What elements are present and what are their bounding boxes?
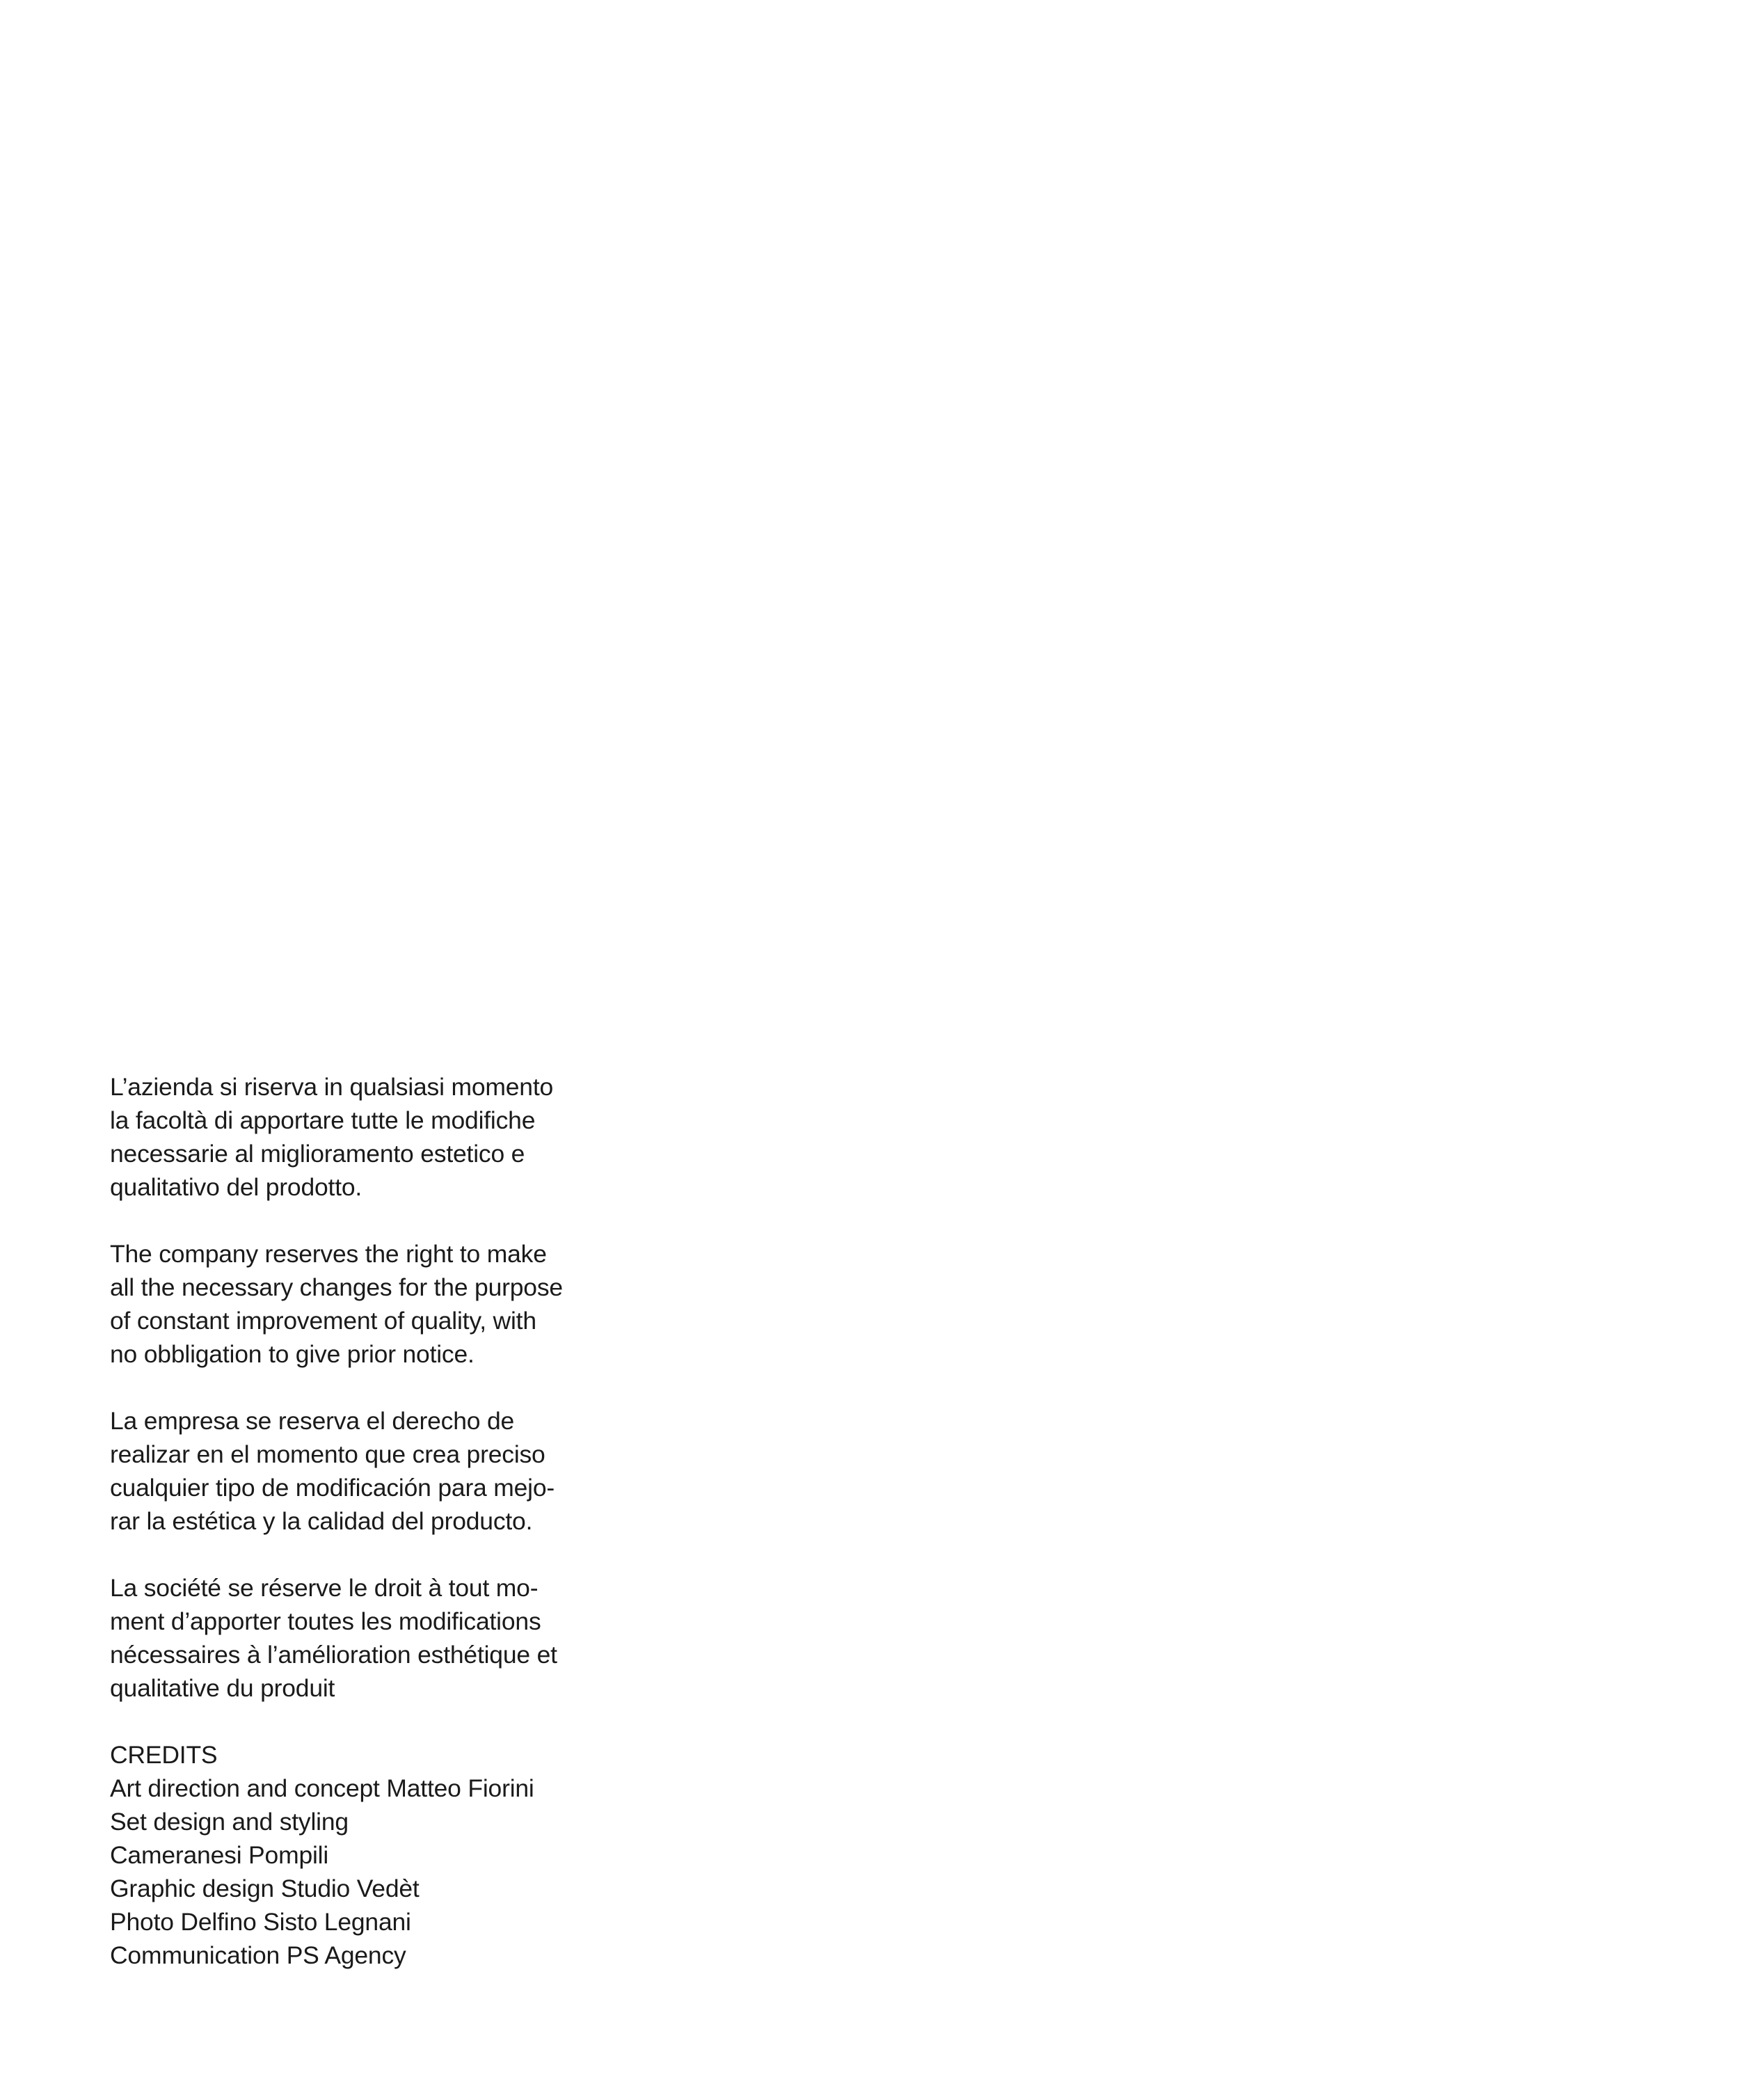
disclaimer-french (110, 1571, 597, 1705)
credit-line: Set design and styling (110, 1808, 349, 1836)
text-line: La société se réserve le droit à tout mo- (110, 1574, 539, 1602)
text-line: La empresa se reserva el derecho de (110, 1407, 515, 1435)
text-line: The company reserves the right to make (110, 1240, 547, 1268)
credit-line: Graphic design Studio Vedèt (110, 1875, 420, 1902)
text-line: no obbligation to give prior notice. (110, 1340, 475, 1368)
text-line: cualquier tipo de modificación para mejo- (110, 1474, 555, 1502)
text-line: necessarie al miglioramento estetico e (110, 1140, 525, 1168)
credits-section (110, 1738, 597, 1972)
text-line: la facoltà di apportare tutte le modifiche (110, 1106, 536, 1134)
text-line: L’azienda si riserva in qualsiasi momento (110, 1073, 554, 1101)
credits-heading: CREDITS (110, 1741, 218, 1769)
text-line: nécessaires à l’amélioration esthétique et (110, 1641, 557, 1669)
credit-line: Art direction and concept Matteo Fiorini (110, 1774, 534, 1802)
disclaimer-italian (110, 1070, 597, 1204)
disclaimer-english (110, 1237, 597, 1371)
disclaimer-spanish (110, 1404, 597, 1538)
text-line: all the necessary changes for the purpose (110, 1273, 563, 1301)
legal-text-block (110, 1070, 597, 1972)
text-line: ment d’apporter toutes les modifications (110, 1607, 541, 1635)
text-line: of constant improvement of quality, with (110, 1307, 536, 1335)
credit-line: Communication PS Agency (110, 1941, 406, 1969)
text-line: rar la estética y la calidad del producto. (110, 1507, 533, 1535)
text-line: realizar en el momento que crea preciso (110, 1440, 545, 1468)
credit-line: Cameranesi Pompili (110, 1841, 329, 1869)
credit-line: Photo Delfino Sisto Legnani (110, 1908, 411, 1936)
text-line: qualitative du produit (110, 1674, 335, 1702)
text-line: qualitativo del prodotto. (110, 1173, 362, 1201)
